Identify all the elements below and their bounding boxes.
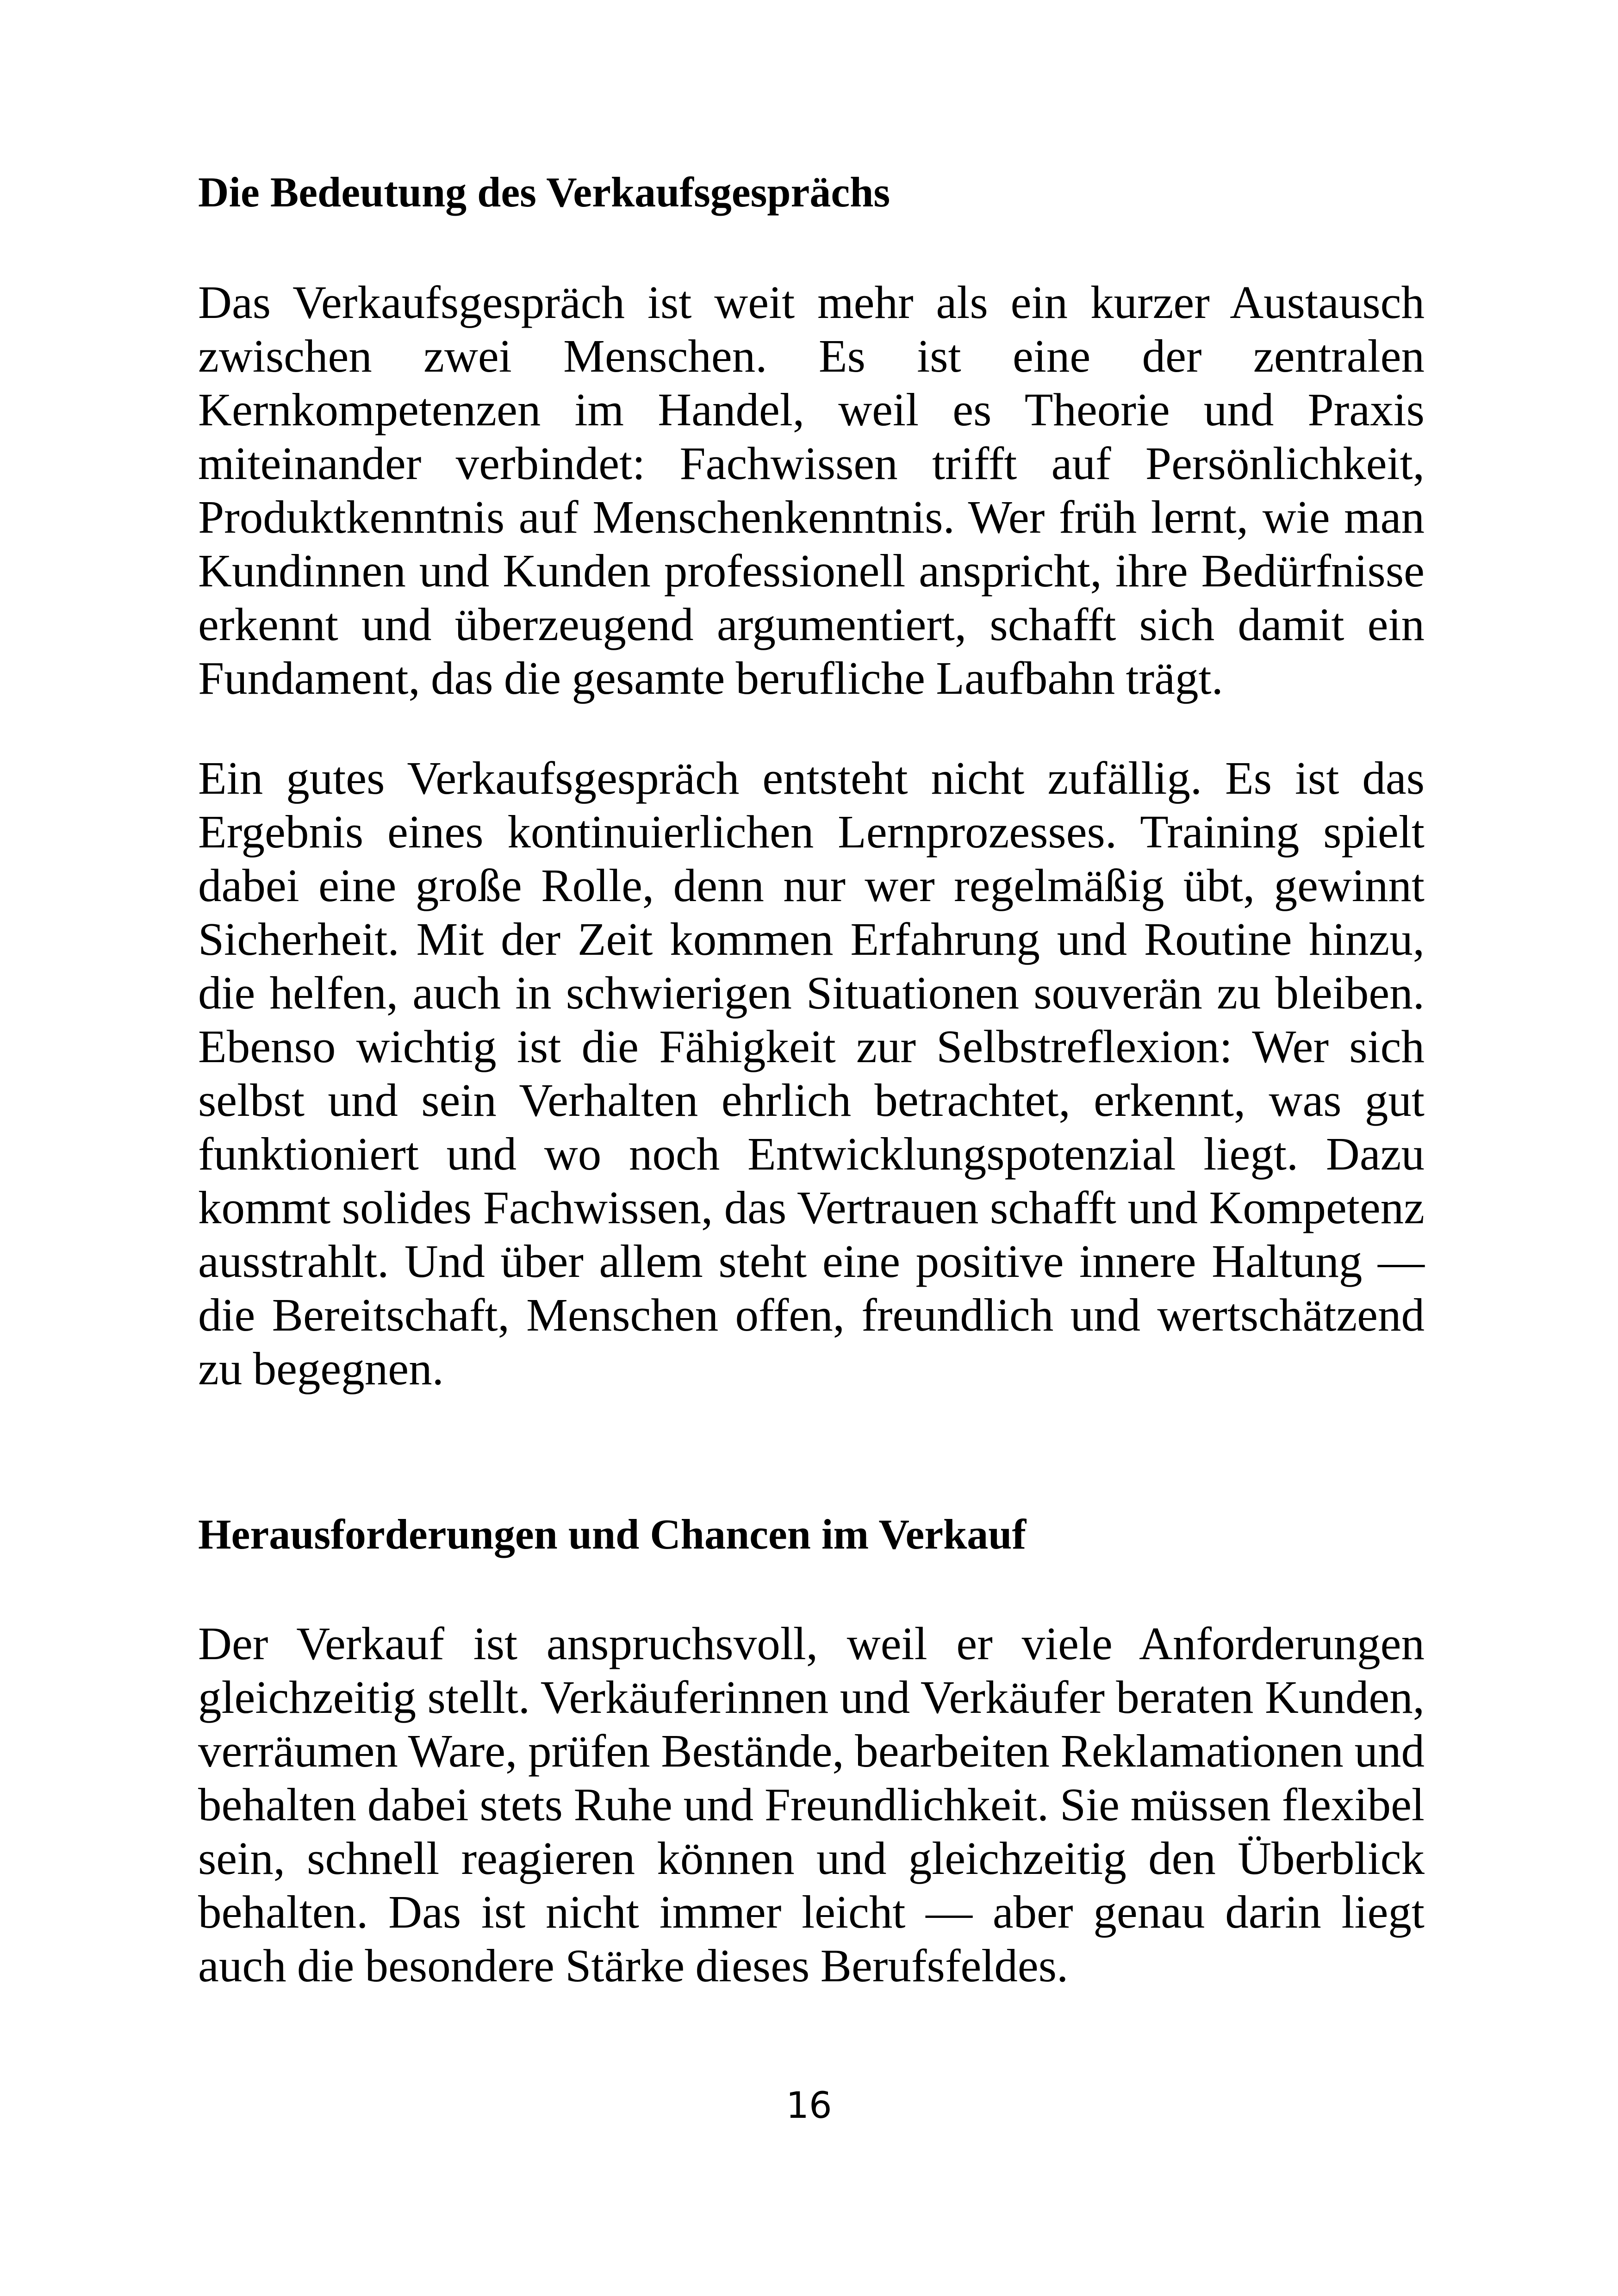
section-heading-verkaufsgespraech: Die Bedeutung des Verkaufsgesprächs [198,168,890,216]
paragraph-verkaufsgespraech-lernprozess: Ein gutes Verkaufsgespräch entsteht nicht zufällig. Es ist das Ergebnis eines kontinuierlichen Lernprozesses. Training spielt dabei eine große Rolle, denn nur wer regelmäßig übt, gewinnt Sicherheit. Mit der Zeit kommen Erfahrung und Routine hinzu, die helfen, auch in schwierigen Situationen souverän zu bleiben. Ebenso wichtig ist die Fähigkeit zur Selbstreflexion: Wer sich selbst und sein Verhalten ehrlich betrachtet, erkennt, was gut funktioniert und wo noch Entwicklungspotenzial liegt. Dazu kommt solides Fachwissen, das Vertrauen schafft und Kompetenz ausstrahlt. Und über allem steht eine positive innere Haltung — die Bereitschaft, Menschen offen, freundlich und wertschätzend zu begegnen. [198,752,1425,1394]
section-heading-herausforderungen: Herausforderungen und Chancen im Verkauf [198,1511,1027,1558]
page-number: 16 [786,2085,832,2127]
paragraph-herausforderungen: Der Verkauf ist anspruchsvoll, weil er viele Anforderungen gleichzeitig stellt. Verkäuferinnen und Verkäufer beraten Kunden, verräumen Ware, prüfen Bestände, bearbeiten Reklamationen und behalten dabei stets Ruhe und Freundlichkeit. Sie müssen flexibel sein, schnell reagieren können und gleichzeitig den Überblick behalten. Das ist nicht immer leicht — aber genau darin liegt auch die besondere Stärke dieses Berufsfeldes. [198,1618,1425,1991]
paragraph-verkaufsgespraech-intro: Das Verkaufsgespräch ist weit mehr als ein kurzer Austausch zwischen zwei Menschen. Es ist eine der zentralen Kernkompetenzen im Handel, weil es Theorie und Praxis miteinander verbindet: Fachwissen trifft auf Persönlichkeit, Produktkenntnis auf Menschenkenntnis. Wer früh lernt, wie man Kundinnen und Kunden professionell anspricht, ihre Bedürfnisse erkennt und überzeugend argumentiert, schafft sich damit ein Fundament, das die gesamte berufliche Laufbahn trägt. [198,276,1425,704]
